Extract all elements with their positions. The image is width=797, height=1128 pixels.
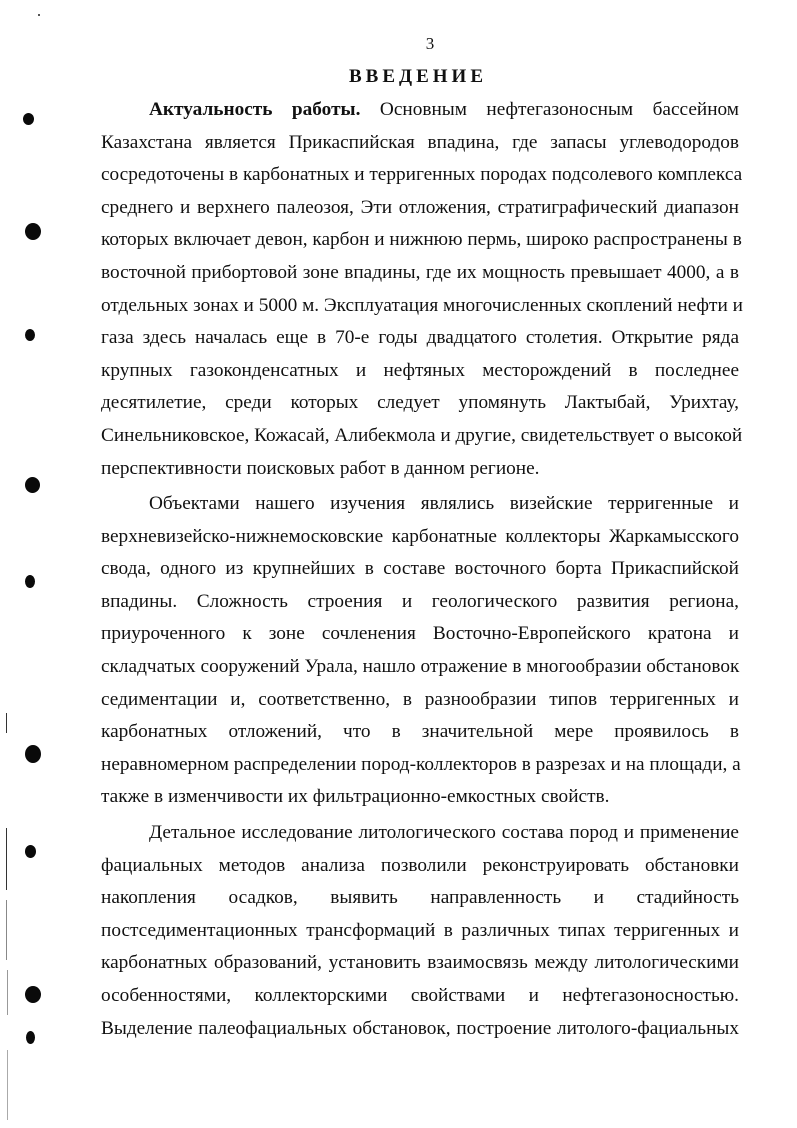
- margin-line: [38, 14, 40, 16]
- paragraph-line: восточной прибортовой зоне впадины, где их мощность превышает 4000, а в: [101, 261, 739, 283]
- binder-hole: [25, 477, 40, 493]
- margin-line: [6, 828, 7, 890]
- paragraph-line: верхневизейско-нижнемосковские карбонатные коллекторы Жаркамысского: [101, 525, 739, 547]
- margin-line: [6, 713, 7, 733]
- relevance-first-line: Основным нефтегазоносным бассейном: [360, 99, 739, 120]
- paragraph-line: крупных газоконденсатных и нефтяных месторождений в последнее: [101, 359, 739, 381]
- paragraph-line: карбонатных отложений, что в значительной мере проявилось в: [101, 721, 739, 743]
- margin-line: [6, 900, 7, 960]
- paragraph-line: складчатых сооружений Урала, нашло отражение в многообразии обстановок: [101, 655, 740, 677]
- margin-line: [7, 970, 8, 1015]
- binder-hole: [25, 845, 36, 858]
- paragraph-line: Выделение палеофациальных обстановок, построение литолого-фациальных: [101, 1017, 739, 1039]
- paragraph-line: Синельниковское, Кожасай, Алибекмола и другие, свидетельствует о высокой: [101, 424, 743, 446]
- paragraph-line: десятилетие, среди которых следует упомянуть Лактыбай, Урихтау,: [101, 392, 739, 414]
- paragraph-line: особенностями, коллекторскими свойствами и нефтегазоносностью.: [101, 984, 739, 1006]
- binder-hole: [26, 1031, 35, 1044]
- paragraph-relevance: [101, 94, 743, 485]
- binder-hole: [25, 329, 35, 341]
- paragraph-line: неравномерном распределении пород-коллекторов в разрезах и на площади, а: [101, 753, 741, 775]
- paragraph-line: приуроченного к зоне сочленения Восточно-Европейского кратона и: [101, 623, 739, 645]
- paragraph-line: также в изменчивости их фильтрационно-емкостных свойств.: [101, 786, 610, 808]
- binder-hole: [25, 223, 41, 240]
- binder-hole: [23, 113, 34, 125]
- margin-line: [7, 1050, 8, 1120]
- paragraph-line: фациальных методов анализа позволили реконструировать обстановки: [101, 854, 739, 876]
- binder-hole: [25, 745, 41, 763]
- paragraph-research: [101, 817, 739, 1045]
- paragraph-line: седиментации и, соответственно, в разнообразии типов терригенных и: [101, 688, 739, 710]
- paragraph-line: Детальное исследование литологического состава пород и применение: [149, 822, 739, 843]
- page-number: 3: [425, 34, 435, 53]
- paragraph-line: постседиментационных трансформаций в различных типах терригенных и: [101, 919, 739, 941]
- paragraph-line: газа здесь началась еще в 70-е годы двадцатого столетия. Открытие ряда: [101, 327, 739, 349]
- paragraph-line: Объектами нашего изучения являлись визейские терригенные и: [149, 493, 739, 514]
- paragraph-line: впадины. Сложность строения и геологического развития региона,: [101, 590, 739, 612]
- paragraph-line: карбонатных образований, установить взаимосвязь между литологическими: [101, 952, 739, 974]
- page-heading: ВВЕДЕНИЕ: [349, 66, 487, 87]
- paragraph-line: накопления осадков, выявить направленность и стадийность: [101, 887, 739, 909]
- binder-hole: [25, 575, 35, 588]
- binder-hole: [25, 986, 41, 1003]
- paragraph-line: перспективности поисковых работ в данном регионе.: [101, 457, 540, 479]
- paragraph-objects: [101, 488, 739, 814]
- relevance-lead: Актуальность работы.: [149, 99, 361, 120]
- paragraph-line: отдельных зонах и 5000 м. Эксплуатация многочисленных скоплений нефти и: [101, 294, 743, 316]
- paragraph-line: среднего и верхнего палеозоя, Эти отложения, стратиграфический диапазон: [101, 196, 739, 218]
- paragraph-line: свода, одного из крупнейших в составе восточного борта Прикаспийской: [101, 558, 739, 580]
- paragraph-line: которых включает девон, карбон и нижнюю пермь, широко распространены в: [101, 229, 742, 251]
- paragraph-line: сосредоточены в карбонатных и терригенных породах подсолевого комплекса: [101, 164, 743, 186]
- paragraph-line: [101, 94, 739, 127]
- paragraph-line: Казахстана является Прикаспийская впадина, где запасы углеводородов: [101, 131, 739, 153]
